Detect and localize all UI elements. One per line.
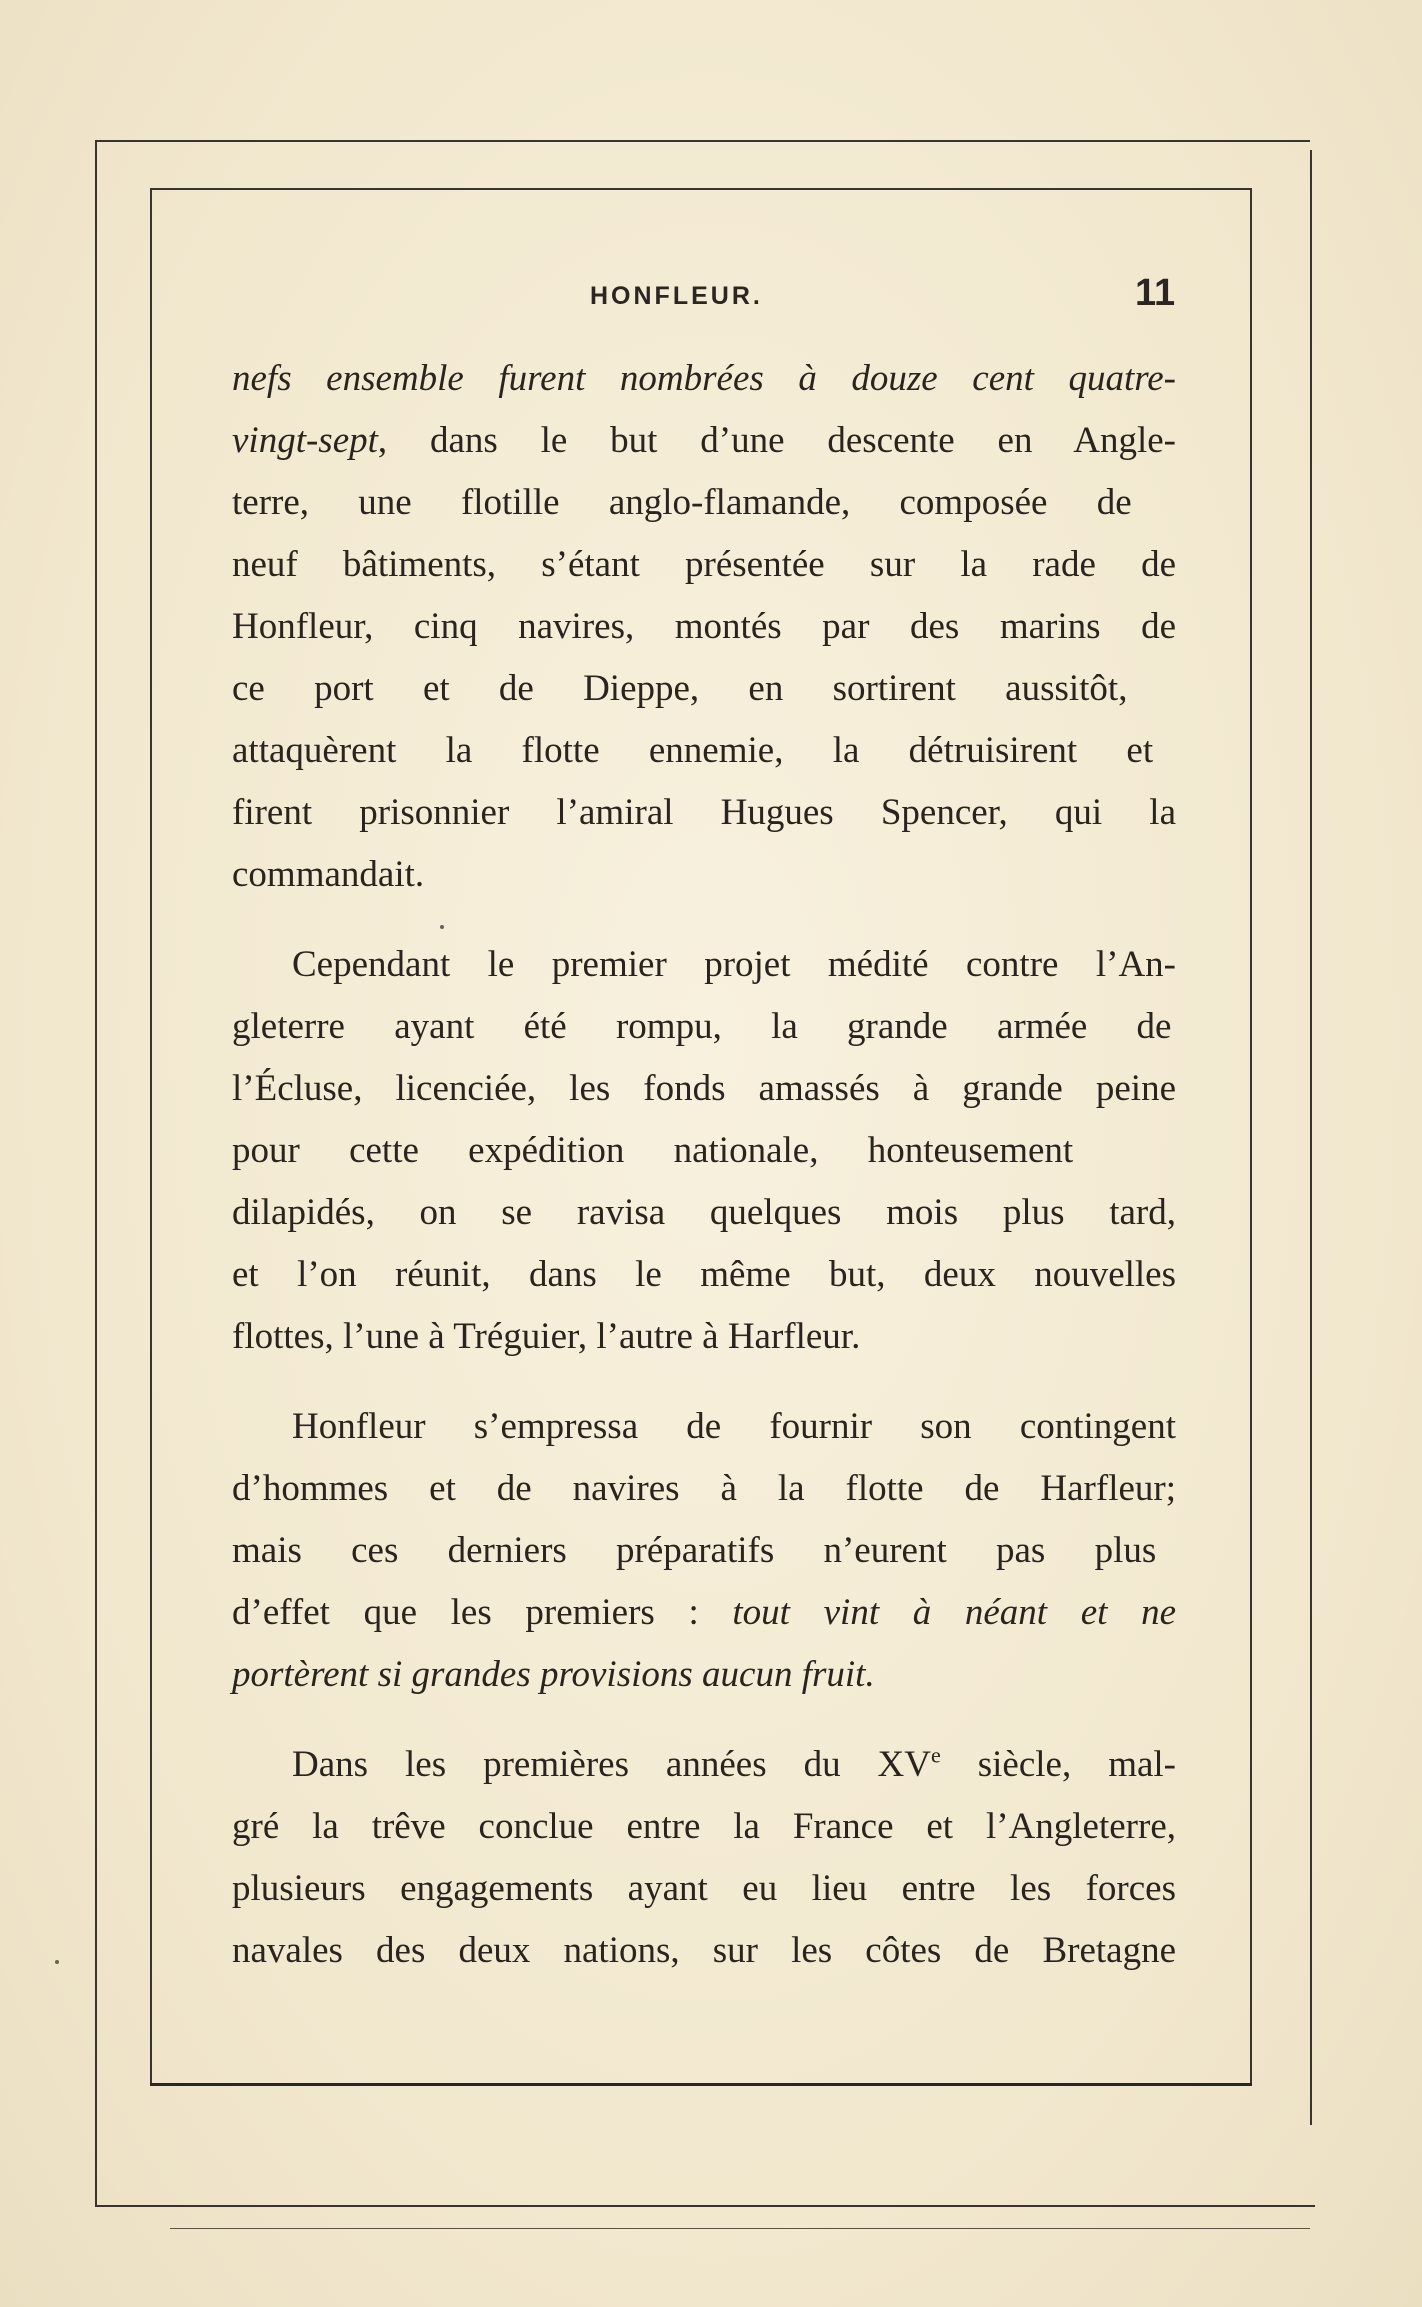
frame-line	[95, 140, 1310, 142]
text-line	[232, 534, 1176, 596]
running-head: HONFLEUR.	[590, 282, 763, 310]
text-line	[232, 1306, 1176, 1368]
body-text	[232, 348, 1176, 1982]
text-line	[232, 1582, 1176, 1644]
paragraph	[232, 1396, 1176, 1706]
text-span: nefs ensemble furent nombrées à douze cent quatre-	[232, 358, 1176, 399]
text-span: pour cette expédition nationale, honteusement	[232, 1130, 1074, 1171]
italic-span: tout vint à néant et ne	[732, 1592, 1177, 1633]
text-line	[232, 1058, 1176, 1120]
text-line	[232, 410, 1176, 472]
frame-line	[170, 2228, 1310, 2229]
superscript: e	[931, 1742, 941, 1768]
paper-speck	[55, 1960, 59, 1964]
text-span: commandait.	[232, 854, 425, 895]
text-line	[232, 782, 1176, 844]
text-span: Honfleur s’empressa de fournir son contingent	[292, 1406, 1176, 1447]
text-line	[232, 996, 1176, 1058]
text-span: d’hommes et de navires à la flotte de Harfleur;	[232, 1468, 1176, 1509]
text-line	[232, 1858, 1176, 1920]
frame-line	[150, 188, 152, 2083]
text-line	[232, 1244, 1176, 1306]
paragraph	[232, 934, 1176, 1368]
text-span: portèrent si grandes provisions aucun fruit.	[232, 1654, 875, 1695]
text-line	[232, 1458, 1176, 1520]
italic-span: vingt-sept	[232, 420, 378, 461]
text-line	[232, 1920, 1176, 1982]
text-span	[232, 1582, 1176, 1644]
text-span: neuf bâtiments, s’étant présentée sur la rade de	[232, 544, 1176, 585]
text-line	[232, 1396, 1176, 1458]
text-span: l’Écluse, licenciée, les fonds amassés à grande peine	[232, 1068, 1176, 1109]
text-span: Cependant le premier projet médité contre l’An-	[292, 944, 1176, 985]
text-span: d’effet que les premiers :	[232, 1592, 733, 1633]
frame-line	[150, 2083, 1252, 2086]
text-line	[232, 596, 1176, 658]
text-span: terre, une flotille anglo-flamande, composée de	[232, 482, 1132, 523]
text-span: dilapidés, on se ravisa quelques mois plus tard,	[232, 1192, 1176, 1233]
page-number: 11	[1135, 272, 1176, 314]
text-line	[232, 472, 1176, 534]
frame-line	[150, 188, 1250, 190]
text-span: mais ces derniers préparatifs n’eurent pas plus	[232, 1530, 1157, 1571]
text-line	[232, 934, 1176, 996]
text-line	[232, 1734, 1176, 1796]
text-span: firent prisonnier l’amiral Hugues Spencer, qui la	[232, 792, 1176, 833]
text-span: gleterre ayant été rompu, la grande armée de	[232, 1006, 1172, 1047]
text-line	[232, 1796, 1176, 1858]
paragraph	[232, 1734, 1176, 1982]
text-line	[232, 844, 1176, 906]
frame-line	[95, 140, 97, 2205]
text-line	[232, 658, 1176, 720]
frame-line	[1310, 150, 1312, 2125]
text-span: et l’on réunit, dans le même but, deux nouvelles	[232, 1254, 1176, 1295]
text-line	[232, 1182, 1176, 1244]
text-span	[232, 410, 1176, 472]
frame-line	[1250, 188, 1252, 2083]
text-span: navales des deux nations, sur les côtes de Bretagne	[232, 1930, 1176, 1971]
text-span	[292, 1734, 1176, 1796]
frame-line	[95, 2205, 1315, 2207]
text-span: attaquèrent la flotte ennemie, la détruisirent et	[232, 730, 1154, 771]
text-span: siècle, mal-	[940, 1744, 1176, 1785]
text-line	[232, 1644, 1176, 1706]
text-line	[232, 720, 1176, 782]
text-span: ce port et de Dieppe, en sortirent aussitôt,	[232, 668, 1128, 709]
text-span: , dans le but d’une descente en Angle-	[377, 420, 1176, 461]
text-line	[232, 348, 1176, 410]
text-span: Honfleur, cinq navires, montés par des marins de	[232, 606, 1176, 647]
text-span: gré la trêve conclue entre la France et l’Angleterre,	[232, 1806, 1176, 1847]
text-span: Dans les premières années du XV	[292, 1744, 931, 1785]
text-span: plusieurs engagements ayant eu lieu entre les forces	[232, 1868, 1176, 1909]
text-line	[232, 1520, 1176, 1582]
text-line	[232, 1120, 1176, 1182]
text-span: flottes, l’une à Tréguier, l’autre à Harfleur.	[232, 1316, 861, 1357]
paragraph	[232, 348, 1176, 906]
